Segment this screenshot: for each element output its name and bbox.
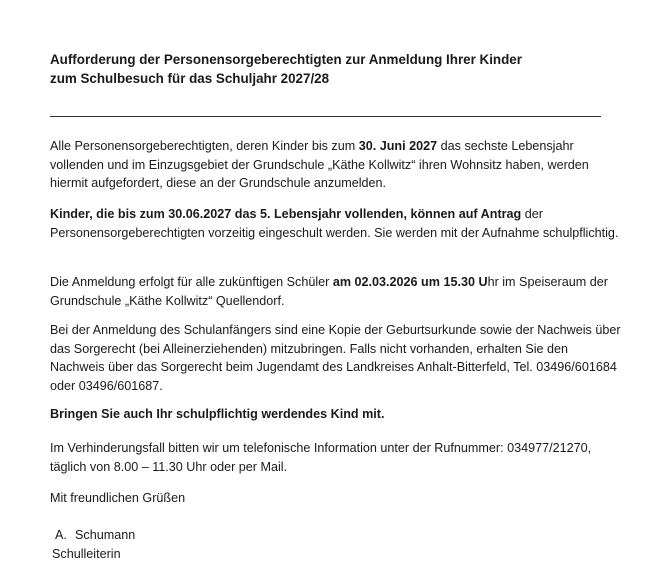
title-divider [50,116,601,117]
text-segment: hr im Speiseraum der Grundschule „Käthe Kollwitz“ Quellendorf. [50,275,608,308]
title-line-1: Aufforderung der Personensorgeberechtigten zur Anmeldung Ihrer Kinder [50,52,522,67]
text-segment: Bei der Anmeldung des Schulanfängers sind eine Kopie der Geburtsurkunde sowie der Nachweis über das Sorgerecht (bei Alleinerziehenden) mitzubringen. Falls nicht vorhanden, erhalten Sie den Nachweis über das Sorgerecht beim Jugendamt des Landkreises Anhalt-Bitterfeld, Tel. 03496/601684 oder 03496/601687. [50,323,621,393]
signature-initial: A. [55,528,67,542]
paragraph-registration-date [50,273,625,310]
text-segment: Die Anmeldung erfolgt für alle zukünftigen Schüler [50,275,333,289]
signature-role: Schulleiterin [52,546,121,561]
paragraph-documents [50,321,625,395]
paragraph-bring-child [50,405,625,424]
document-title [50,50,630,88]
cutoff-date: 30. Juni 2027 [358,139,438,153]
closing-greeting: Mit freundlichen Grüßen [50,491,186,505]
text-segment: der Personensorgeberechtigten vorzeitig eingeschult werden. Sie werden mit der Aufnahme schulpflichtig. [50,207,619,240]
early-enrollment-emphasis: Kinder, die bis zum 30.06.2027 das 5. Lebensjahr vollenden, können auf Antrag [50,207,522,221]
document-header [50,50,630,88]
paragraph-early-enrollment [50,205,625,242]
paragraph-birthdate-requirement [50,137,625,193]
text-segment: Im Verhinderungsfall bitten wir um telefonische Information unter der Rufnummer: 034977/21270, täglich von 8.00 – 11.30 Uhr oder per Mail. [50,441,592,474]
registration-datetime: am 02.03.2026 um 15.30 U [332,275,488,289]
signature-name: Schumann [75,528,136,542]
bring-child-emphasis: Bringen Sie auch Ihr schulpflichtig werdendes Kind mit. [50,407,385,421]
title-line-2: zum Schulbesuch für das Schuljahr 2027/28 [50,71,330,86]
paragraph-contact [50,439,625,476]
text-segment: das sechste Lebensjahr vollenden und im Einzugsgebiet der Grundschule „Käthe Kollwitz“ ihren Wohnsitz haben, werden hiermit aufgefordert, diese an der Grundschule anzumelden. [50,139,589,190]
signature-name-row [55,526,135,545]
text-segment: Alle Personensorgeberechtigten, deren Kinder bis zum [50,139,359,153]
signature-block [52,526,136,563]
